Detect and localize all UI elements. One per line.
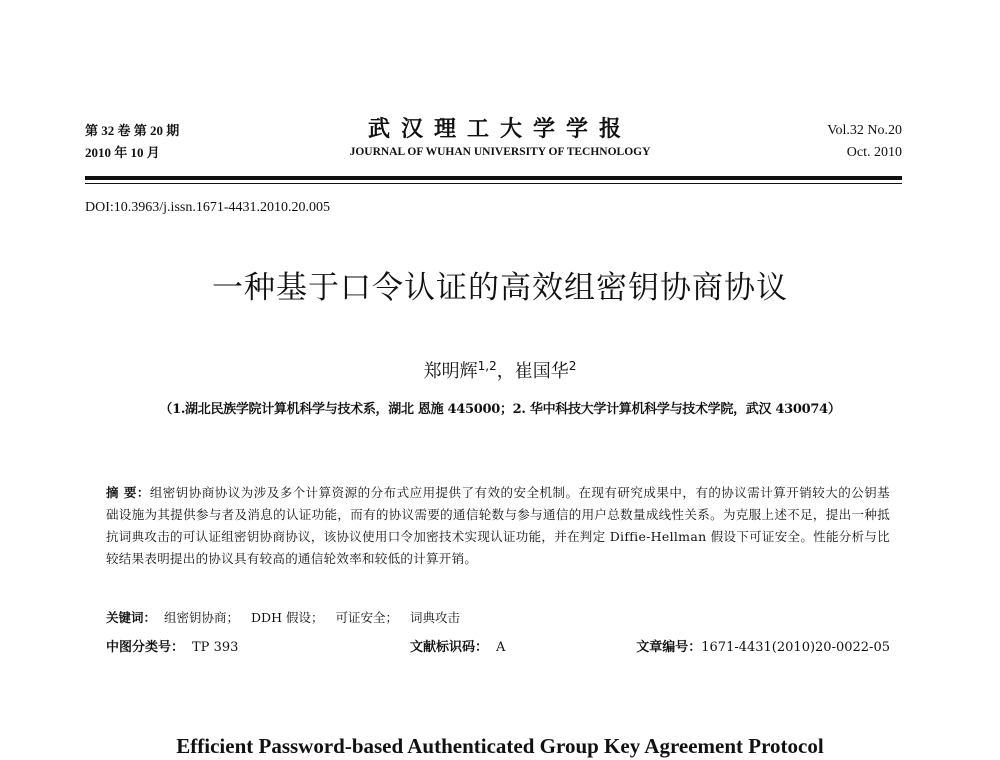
article-number-value: 1671-4431(2010)20-0022-05 xyxy=(701,640,890,655)
authors xyxy=(0,357,1000,383)
journal-name xyxy=(270,114,730,160)
classification-value: TP 393 xyxy=(192,640,239,655)
keyword: 可证安全； xyxy=(335,610,398,625)
date-cn: 2010 年 10 月 xyxy=(85,145,160,160)
volume-issue-cn: 第 32 卷 第 20 期 xyxy=(85,123,180,138)
header-rule-thick xyxy=(85,176,902,180)
keywords xyxy=(106,608,472,626)
keyword: 组密钥协商； xyxy=(164,610,240,625)
journal-name-cn: 武汉理工大学学报 xyxy=(367,116,632,142)
keywords-label: 关键词： xyxy=(106,610,157,625)
author-separator: ， xyxy=(496,361,515,382)
english-title: Efficient Password-based Authenticated Group Key Agreement Protocol xyxy=(176,734,824,758)
journal-issue-en xyxy=(827,120,902,164)
document-code-label: 文献标识码： xyxy=(410,640,489,655)
article-number-label: 文章编号： xyxy=(636,640,702,655)
article-number xyxy=(636,636,890,655)
abstract xyxy=(106,482,890,570)
author-name: 崔国华 xyxy=(514,361,569,382)
header-rule-thin xyxy=(85,183,902,184)
author-affil-mark: 1,2 xyxy=(477,359,497,373)
journal-issue-cn xyxy=(85,120,179,164)
keyword: 词典攻击 xyxy=(409,610,460,625)
abstract-label: 摘 要： xyxy=(106,485,150,500)
journal-name-en: JOURNAL OF WUHAN UNIVERSITY OF TECHNOLOGY xyxy=(349,146,651,158)
author-affil-mark: 2 xyxy=(568,359,577,373)
date-en: Oct. 2010 xyxy=(846,145,902,160)
document-code-value: A xyxy=(496,640,506,655)
document-code xyxy=(410,636,505,655)
affiliations: （1.湖北民族学院计算机科学与技术系，湖北 恩施 445000；2. 华中科技大学计算机科学与技术学院，武汉 430074） xyxy=(159,402,841,417)
paper-title: 一种基于口令认证的高效组密钥协商协议 xyxy=(212,270,788,306)
classification-label: 中图分类号： xyxy=(106,640,185,655)
abstract-text: 组密钥协商协议为涉及多个计算资源的分布式应用提供了有效的安全机制。在现有研究成果中，有的协议需计算开销较大的公钥基础设施为其提供参与者及消息的认证功能，而有的协议需要的通信轮数与参与通信的用户总数量成线性关系。为克服上述不足，提出一种抵抗词典攻击的可认证组密钥协商协议，该协议使用口令加密技术实现认证功能，并在判定 Diffie-Hellman 假设下可证安全。性能分析与比较结果表明提出的协议具有较高的通信轮效率和较低的计算开销。 xyxy=(106,485,890,566)
classification-number xyxy=(106,636,238,655)
author-name: 郑明辉 xyxy=(423,361,478,382)
keyword: DDH 假设； xyxy=(251,610,324,625)
doi: DOI:10.3963/j.issn.1671-4431.2010.20.005 xyxy=(85,200,330,215)
volume-issue-en: Vol.32 No.20 xyxy=(827,123,902,138)
